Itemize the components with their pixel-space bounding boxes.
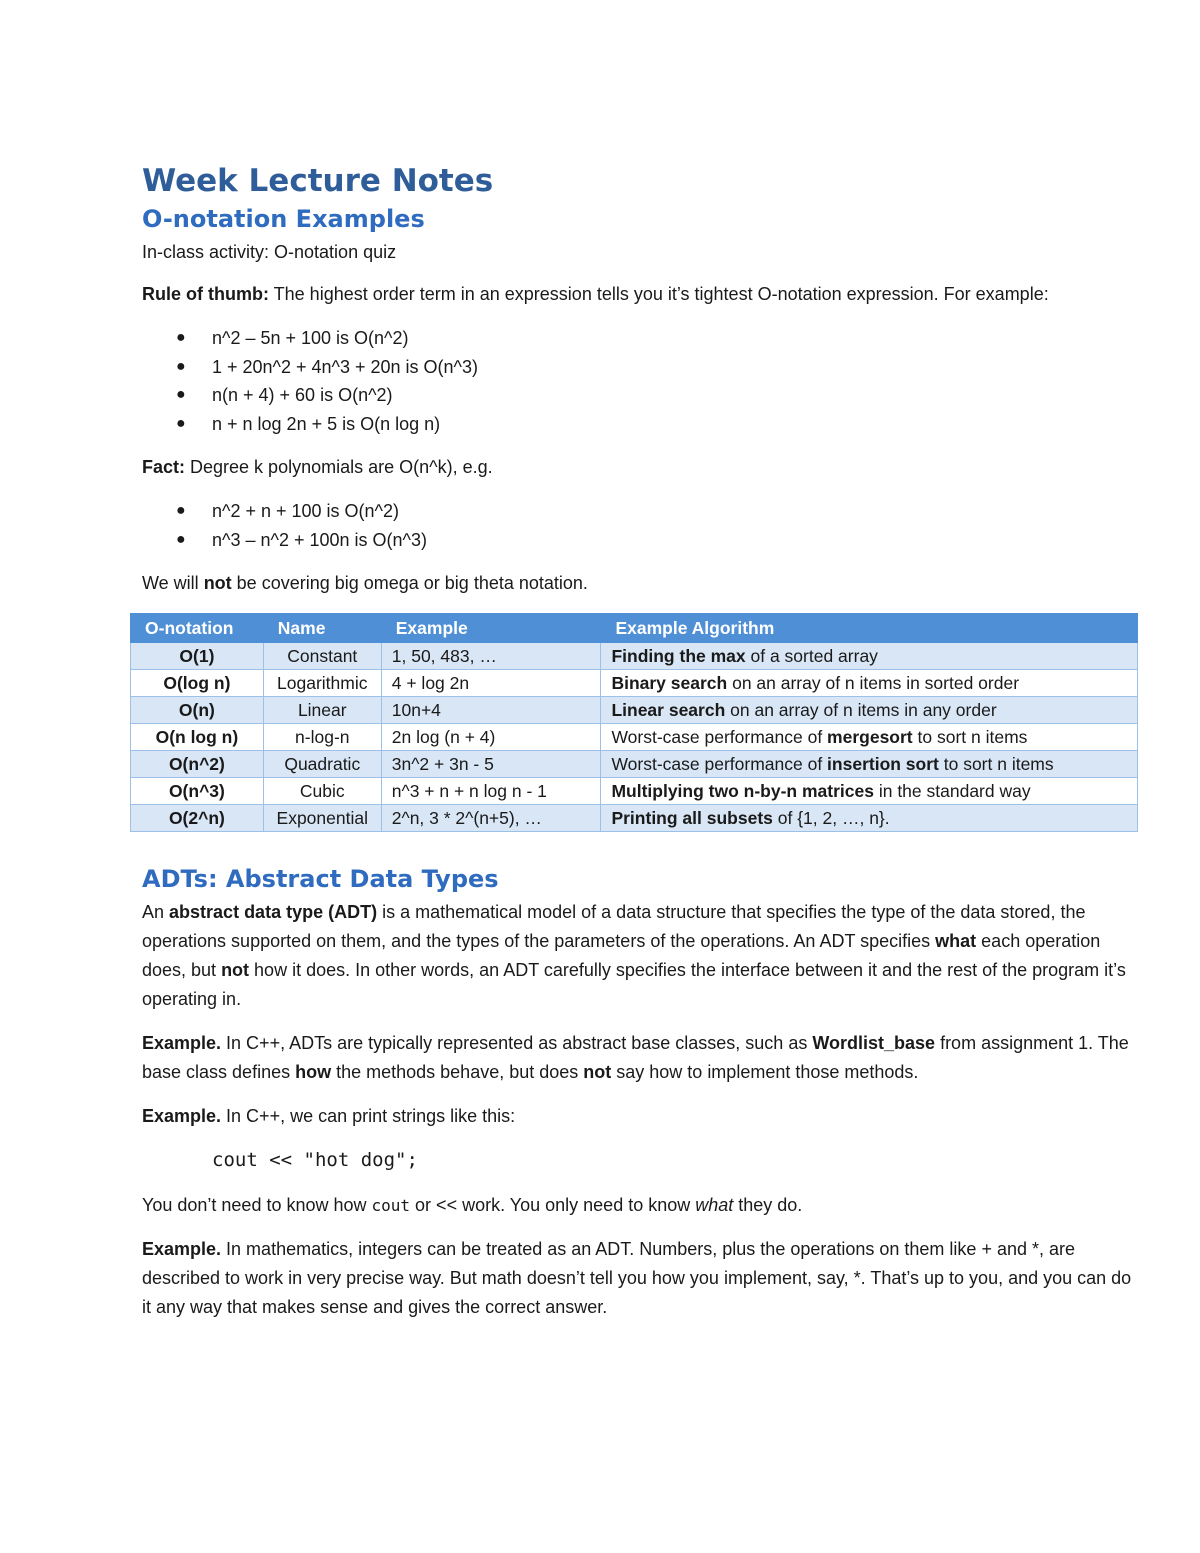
example-cell: 4 + log 2n xyxy=(381,670,601,697)
notation-cell: O(n^3) xyxy=(131,778,264,805)
list-item: ● n^2 – 5n + 100 is O(n^2) xyxy=(142,324,1137,353)
bullet-icon: ● xyxy=(176,329,186,346)
example-cell: n^3 + n + n log n - 1 xyxy=(381,778,601,805)
algorithm-cell: Binary search on an array of n items in sorted order xyxy=(601,670,1138,697)
table-row xyxy=(131,805,1138,832)
column-header: Name xyxy=(263,614,381,643)
notation-cell: O(1) xyxy=(131,643,264,670)
example-abstract-base-class: Example. In C++, ADTs are typically represented as abstract base classes, such as Wordlist_base from assignment 1. The base class defines how the methods behave, but does not say how to implement those methods. xyxy=(142,1033,1129,1082)
table-row xyxy=(131,670,1138,697)
section-heading-adts: ADTs: Abstract Data Types xyxy=(142,865,499,893)
algorithm-cell: Linear search on an array of n items in any order xyxy=(601,697,1138,724)
column-header: O-notation xyxy=(131,614,264,643)
name-cell: n-log-n xyxy=(263,724,381,751)
example-cell: 10n+4 xyxy=(381,697,601,724)
example-cell: 1, 50, 483, … xyxy=(381,643,601,670)
rule-label: Rule of thumb: xyxy=(142,284,269,304)
list-item: ● 1 + 20n^2 + 4n^3 + 20n is O(n^3) xyxy=(142,353,1137,382)
algorithm-cell: Multiplying two n-by-n matrices in the standard way xyxy=(601,778,1138,805)
adt-definition-paragraph: An abstract data type (ADT) is a mathematical model of a data structure that specifies the type of the data stored, the operations supported on them, and the types of the parameters of the operations. An ADT specifies what each operation does, but not how it does. In other words, an ADT carefully specifies the interface between it and the rest of the program it’s operating in. xyxy=(142,902,1126,1009)
bullet-icon: ● xyxy=(176,357,186,375)
fact-label: Fact: xyxy=(142,457,186,477)
table-body xyxy=(131,643,1138,832)
name-cell: Constant xyxy=(263,643,381,670)
name-cell: Quadratic xyxy=(263,751,381,778)
name-cell: Exponential xyxy=(263,805,381,832)
algorithm-cell: Printing all subsets of {1, 2, …, n}. xyxy=(601,805,1138,832)
example-cell: 3n^2 + 3n - 5 xyxy=(381,751,601,778)
cout-explanation: You don’t need to know how cout or << work. You only need to know what they do. xyxy=(142,1195,803,1215)
activity-line: In-class activity: O-notation quiz xyxy=(142,242,397,262)
column-header: Example Algorithm xyxy=(601,614,1138,643)
table-row xyxy=(131,697,1138,724)
section-heading-o-notation: O-notation Examples xyxy=(142,205,425,233)
column-header: Example xyxy=(381,614,601,643)
list-item: ● n + n log 2n + 5 is O(n log n) xyxy=(142,410,1137,439)
bullet-icon: ● xyxy=(176,530,186,548)
code-snippet: cout << "hot dog"; xyxy=(212,1149,418,1171)
notation-cell: O(log n) xyxy=(131,670,264,697)
fact-examples-list xyxy=(142,497,1137,554)
example-cell: 2^n, 3 * 2^(n+5), … xyxy=(381,805,601,832)
example-print-strings: Example. In C++, we can print strings like this: xyxy=(142,1106,516,1126)
algorithm-cell: Worst-case performance of insertion sort to sort n items xyxy=(601,751,1138,778)
table-header-row xyxy=(131,614,1138,643)
list-item: ● n^2 + n + 100 is O(n^2) xyxy=(142,497,1137,526)
name-cell: Linear xyxy=(263,697,381,724)
list-item: ● n(n + 4) + 60 is O(n^2) xyxy=(142,381,1137,410)
name-cell: Cubic xyxy=(263,778,381,805)
list-item: ● n^3 – n^2 + 100n is O(n^3) xyxy=(142,526,1137,555)
rule-text: The highest order term in an expression tells you it’s tightest O-notation expression. For example: xyxy=(268,284,1049,304)
notation-cell: O(n) xyxy=(131,697,264,724)
name-cell: Logarithmic xyxy=(263,670,381,697)
table-row xyxy=(131,778,1138,805)
notation-cell: O(n log n) xyxy=(131,724,264,751)
rule-examples-list xyxy=(142,324,1137,438)
notation-cell: O(n^2) xyxy=(131,751,264,778)
fact-text: Degree k polynomials are O(n^k), e.g. xyxy=(185,457,493,477)
example-cell: 2n log (n + 4) xyxy=(381,724,601,751)
fact-paragraph xyxy=(142,453,1137,482)
table-row xyxy=(131,643,1138,670)
example-integers-adt: Example. In mathematics, integers can be treated as an ADT. Numbers, plus the operations on them like + and *, are described to work in very precise way. But math doesn’t tell you how you implement, say, *. That’s up to you, and you can do it any way that makes sense and gives the correct answer. xyxy=(142,1239,1132,1317)
table-row xyxy=(131,724,1138,751)
notation-cell: O(2^n) xyxy=(131,805,264,832)
coverage-note: We will not be covering big omega or big theta notation. xyxy=(142,573,588,593)
algorithm-cell: Worst-case performance of mergesort to sort n items xyxy=(601,724,1138,751)
bullet-icon: ● xyxy=(176,386,186,403)
o-notation-table xyxy=(130,613,1138,832)
rule-of-thumb-paragraph xyxy=(142,280,1137,309)
document-page xyxy=(142,160,1137,1337)
algorithm-cell: Finding the max of a sorted array xyxy=(601,643,1138,670)
bullet-icon: ● xyxy=(176,414,186,432)
document-title: Week Lecture Notes xyxy=(142,163,494,199)
table-row xyxy=(131,751,1138,778)
bullet-icon: ● xyxy=(176,502,186,519)
